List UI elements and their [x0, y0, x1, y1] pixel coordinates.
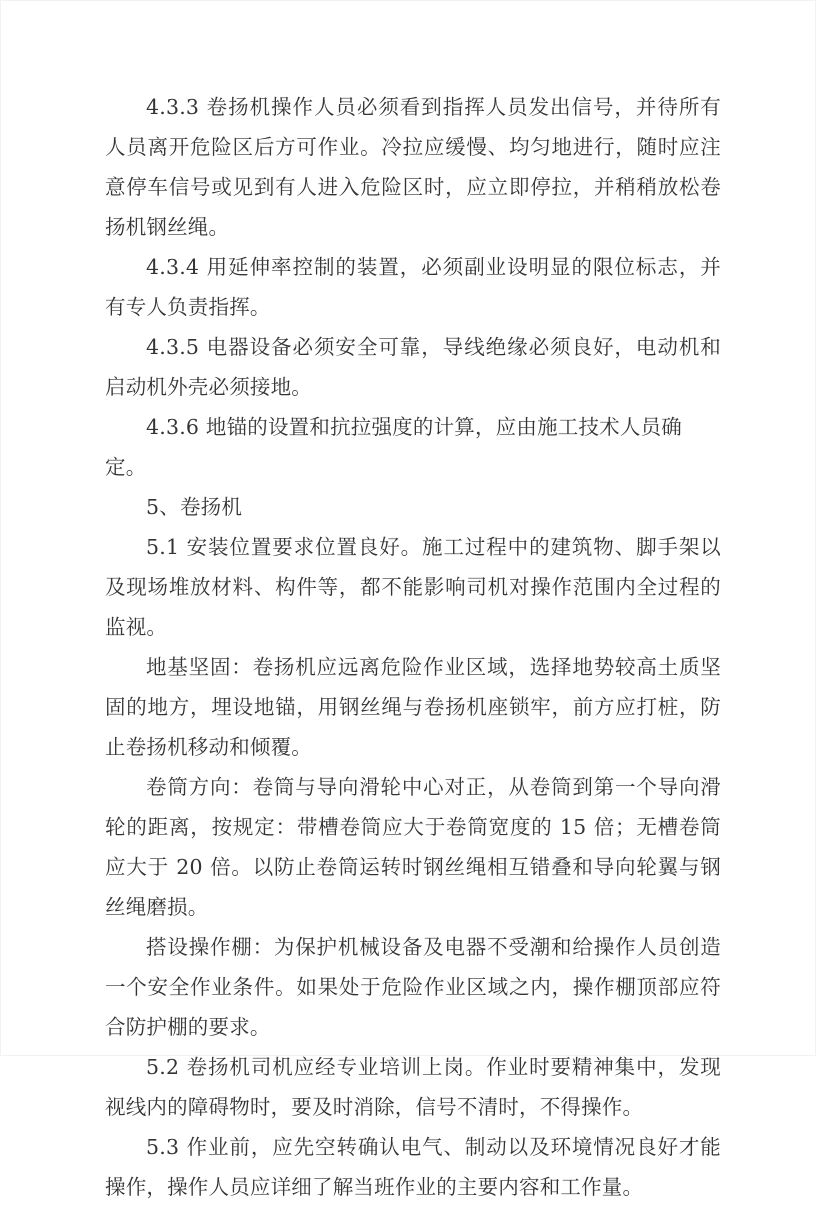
paragraph-operation-shed: 搭设操作棚：为保护机械设备及电器不受潮和给操作人员创造一个安全作业条件。如果处于危险作业区域之内，操作棚顶部应符合防护棚的要求。 — [105, 935, 721, 1039]
document-text-body — [105, 87, 721, 1207]
paragraph-foundation-stability: 地基坚固：卷扬机应远离危险作业区域，选择地势较高土质坚固的地方，埋设地锚，用钢丝绳与卷扬机座锁牢，前方应打桩，防止卷扬机移动和倾覆。 — [105, 655, 721, 759]
paragraph-4-3-5: 4.3.5 电器设备必须安全可靠，导线绝缘必须良好，电动机和启动机外壳必须接地。 — [105, 335, 721, 399]
paragraph-4-3-4: 4.3.4 用延伸率控制的装置，必须副业设明显的限位标志，并有专人负责指挥。 — [105, 255, 721, 319]
paragraph-5-3: 5.3 作业前，应先空转确认电气、制动以及环境情况良好才能操作，操作人员应详细了解当班作业的主要内容和工作量。 — [105, 1135, 721, 1199]
paragraph-drum-direction: 卷筒方向：卷筒与导向滑轮中心对正，从卷筒到第一个导向滑轮的距离，按规定：带槽卷筒应大于卷筒宽度的 15 倍；无槽卷筒应大于 20 倍。以防止卷筒运转时钢丝绳相互错叠和导向轮翼与钢丝绳磨损。 — [105, 775, 721, 919]
paragraph-4-3-6: 4.3.6 地锚的设置和抗拉强度的计算，应由施工技术人员确定。 — [105, 415, 682, 479]
paragraph-5-1: 5.1 安装位置要求位置良好。施工过程中的建筑物、脚手架以及现场堆放材料、构件等，都不能影响司机对操作范围内全过程的监视。 — [105, 535, 721, 639]
heading-5-winch: 5、卷扬机 — [146, 495, 243, 519]
paragraph-5-2: 5.2 卷扬机司机应经专业培训上岗。作业时要精神集中，发现视线内的障碍物时，要及时消除，信号不清时，不得操作。 — [105, 1055, 721, 1119]
paragraph-4-3-3: 4.3.3 卷扬机操作人员必须看到指挥人员发出信号，并待所有人员离开危险区后方可作业。冷拉应缓慢、均匀地进行，随时应注意停车信号或见到有人进入危险区时，应立即停拉，并稍稍放松卷扬机钢丝绳。 — [105, 95, 721, 239]
